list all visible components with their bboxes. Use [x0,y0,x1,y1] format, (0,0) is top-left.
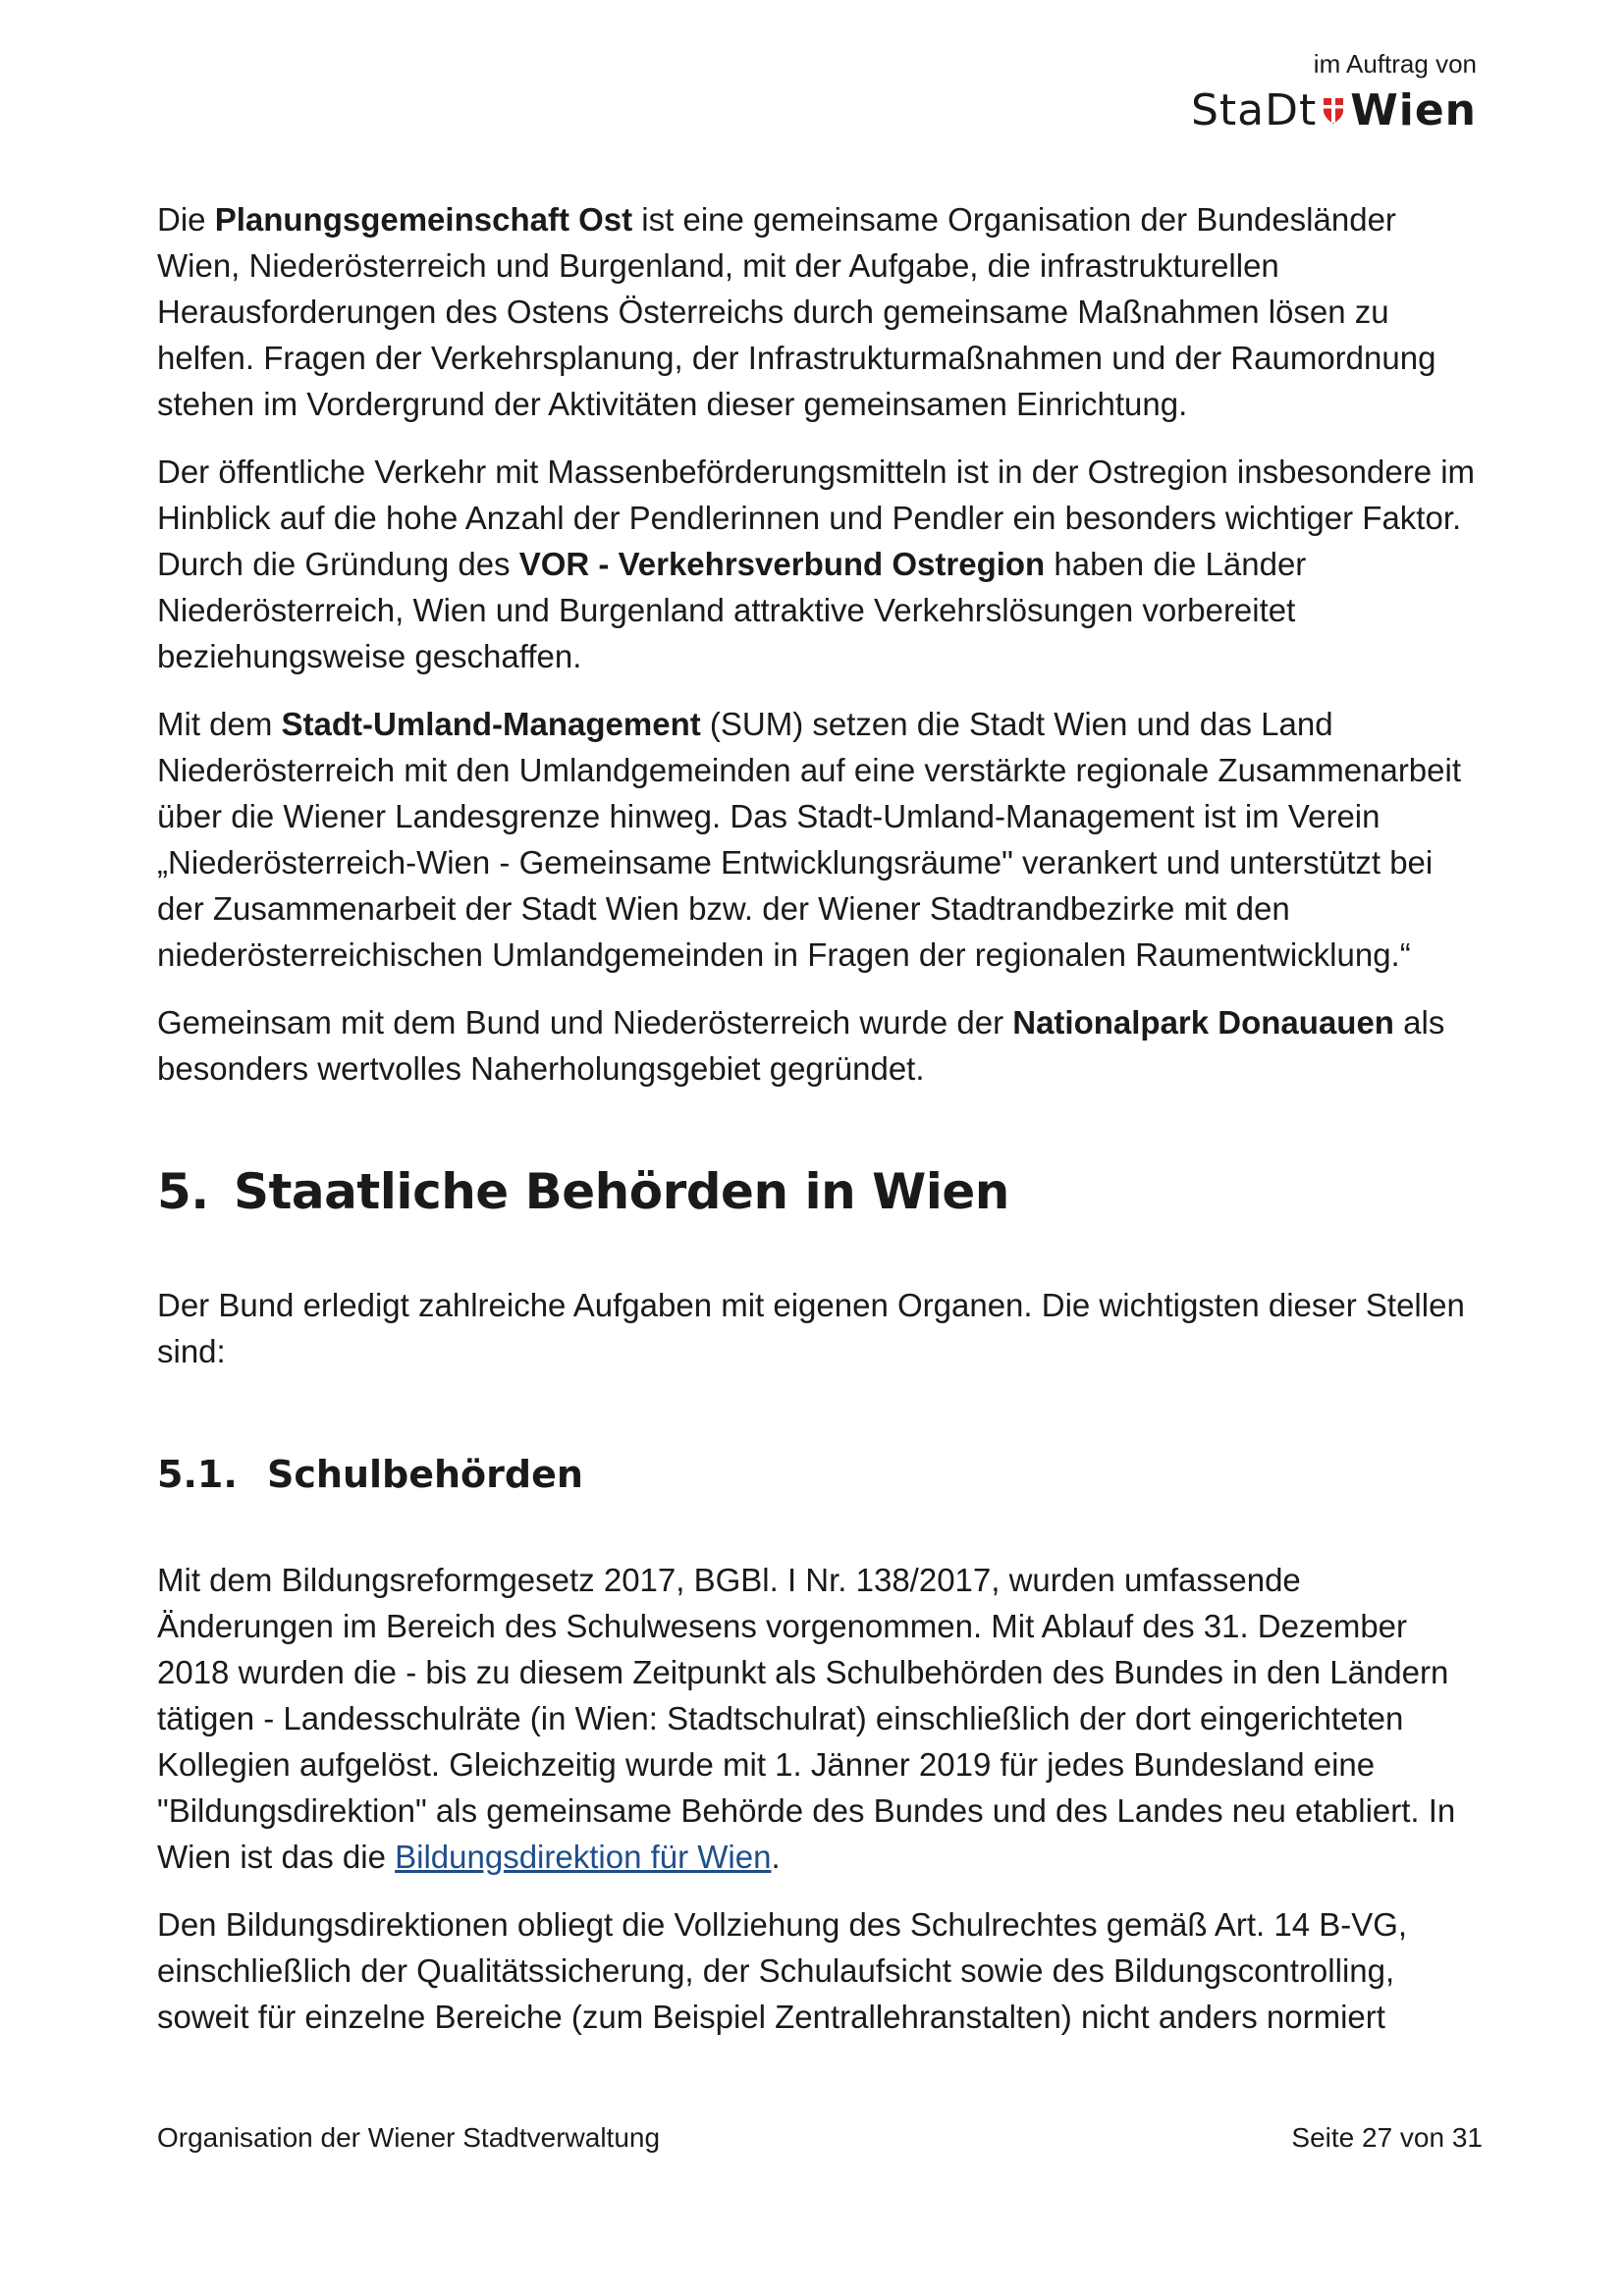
page-footer [157,2122,1483,2154]
logo-text-wien: Wien [1350,85,1477,135]
subsection-number: 5.1. [157,1453,238,1496]
commission-label: im Auftrag von [1313,49,1477,79]
vienna-shield-icon [1323,97,1344,125]
bold-term: Planungsgemeinschaft Ost [214,201,633,238]
section-number: 5. [157,1163,209,1220]
paragraph-planungsgemeinschaft: Die Planungsgemeinschaft Ost ist eine gemeinsame Organisation der Bundesländer Wien, Niederösterreich und Burgenland, mit der Aufgabe, die infrastrukturellen Herausforderungen des Ostens Österreichs durch gemeinsame Maßnahmen lösen zu helfen. Fragen der Verkehrsplanung, der Infrastrukturmaßnahmen und der Raumordnung stehen im Vordergrund der Aktivitäten dieser gemeinsamen Einrichtung. [157,201,1436,422]
paragraph-bildungsdirektionen: Den Bildungsdirektionen obliegt die Vollziehung des Schulrechtes gemäß Art. 14 B-VG, einschließlich der Qualitätssicherung, der Schulaufsicht sowie des Bildungscontrolling, soweit für einzelne Bereiche (zum Beispiel Zentrallehranstalten) nicht anders normiert [157,1906,1408,2035]
section-title: Staatliche Behörden in Wien [234,1163,1009,1220]
bold-term: Stadt-Umland-Management [281,706,701,742]
footer-page-number: Seite 27 von 31 [1291,2122,1483,2153]
paragraph-nationalpark: Gemeinsam mit dem Bund und Niederösterreich wurde der Nationalpark Donauauen als besonders wertvolles Naherholungsgebiet gegründet. [157,1004,1445,1087]
section-heading-5 [157,1162,1483,1221]
stadt-wien-logo [1191,85,1477,135]
bildungsdirektion-link[interactable]: Bildungsdirektion für Wien [395,1839,772,1875]
paragraph-vor: Der öffentliche Verkehr mit Massenbeförderungsmitteln ist in der Ostregion insbesondere im Hinblick auf die hohe Anzahl der Pendlerinnen und Pendler ein besonders wichtiger Faktor. Durch die Gründung des VOR - Verkehrsverbund Ostregion haben die Länder Niederösterreich, Wien und Burgenland attraktive Verkehrslösungen vorbereitet beziehungsweise geschaffen. [157,454,1476,674]
paragraph-bildungsreform: Mit dem Bildungsreformgesetz 2017, BGBl. I Nr. 138/2017, wurden umfassende Änderungen im Bereich des Schulwesens vorgenommen. Mit Ablauf des 31. Dezember 2018 wurden die - bis zu diesem Zeitpunkt als Schulbehörden des Bundes in den Ländern tätigen - Landesschulräte (in Wien: Stadtschulrat) einschließlich der dort eingerichteten Kollegien aufgelöst. Gleichzeitig wurde mit 1. Jänner 2019 für jedes Bundesland eine "Bildungsdirektion" als gemeinsame Behörde des Bundes und des Landes neu etabliert. In Wien ist das die Bildungsdirektion für Wien. [157,1562,1456,1875]
logo-text-stadt: StaDt [1190,85,1318,135]
page-content [157,196,1483,2061]
page-header [1191,49,1477,135]
bold-term: Nationalpark Donauauen [1012,1004,1394,1041]
bold-term: VOR - Verkehrsverbund Ostregion [518,546,1046,582]
subsection-title: Schulbehörden [267,1453,583,1496]
paragraph-sum: Mit dem Stadt-Umland-Management (SUM) setzen die Stadt Wien und das Land Niederösterreich mit den Umlandgemeinden auf eine verstärkte regionale Zusammenarbeit über die Wiener Landesgrenze hinweg. Das Stadt-Umland-Management ist im Verein „Niederösterreich-Wien - Gemeinsame Entwicklungsräume" verankert und unterstützt bei der Zusammenarbeit der Stadt Wien bzw. der Wiener Stadtrandbezirke mit den niederösterreichischen Umlandgemeinden in Fragen der regionalen Raumentwicklung.“ [157,706,1462,973]
footer-document-title: Organisation der Wiener Stadtverwaltung [157,2122,661,2153]
section-5-intro: Der Bund erledigt zahlreiche Aufgaben mit eigenen Organen. Die wichtigsten dieser Stellen sind: [157,1287,1465,1369]
section-heading-5-1 [157,1451,1483,1498]
